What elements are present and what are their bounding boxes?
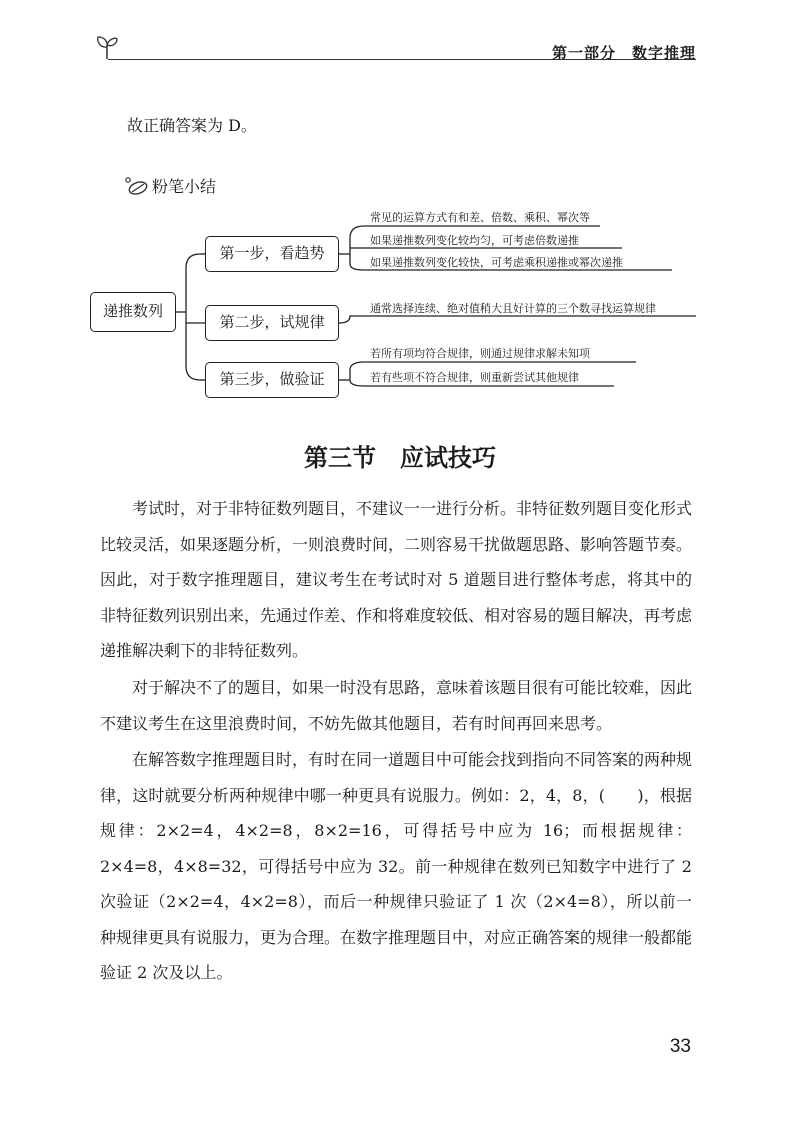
body-paragraph: [100, 670, 692, 741]
mindmap-step-1: 第一步，看趋势: [205, 236, 339, 272]
mindmap-note: 若有些项不符合规律，则重新尝试其他规律: [370, 371, 579, 384]
running-header: 第一部分 数字推理: [551, 44, 696, 62]
body-paragraph: [100, 491, 692, 669]
mindmap-note: 若所有项均符合规律，则通过规律求解未知项: [370, 347, 590, 360]
mindmap-note: 常见的运算方式有和差、倍数、乘积、幂次等: [370, 211, 590, 224]
section-title: 第三节 应试技巧: [304, 444, 496, 472]
paragraph-text: 对于解决不了的题目，如果一时没有思路，意味着该题目很有可能比较难，因此不建议考生在这里浪费时间，不妨先做其他题目，若有时间再回来思考。: [100, 678, 693, 733]
page-number: 33: [669, 1036, 691, 1057]
mindmap-step-2: 第二步，试规律: [205, 305, 339, 341]
mindmap-note: 如果递推数列变化较快，可考虑乘积递推或幂次递推: [370, 256, 623, 269]
leaf-sprout-icon: [95, 34, 119, 60]
mindmap-note: 通常选择连续、绝对值稍大且好计算的三个数寻找运算规律: [370, 302, 656, 315]
chalk-icon: [124, 176, 148, 196]
summary-heading: 粉笔小结: [152, 177, 217, 196]
header-rule: [108, 59, 516, 60]
paragraph-text: 考试时，对于非特征数列题目，不建议一一进行分析。非特征数列题目变化形式比较灵活，如果逐题分析，一则浪费时间，二则容易干扰做题思路、影响答题节奏。因此，对于数字推理题目，建议考生在考试时对 5 道题目进行整体考虑，将其中的非特征数列识别出来，先通过作差、作和将难度较低、相对容易的题目解决，再考虑递推解决剩下的非特征数列。: [100, 499, 693, 660]
body-paragraph: [100, 742, 692, 991]
mindmap-note: 如果递推数列变化较均匀，可考虑倍数递推: [370, 234, 579, 247]
paragraph-text: 在解答数字推理题目时，有时在同一道题目中可能会找到指向不同答案的两种规律，这时就要分析两种规律中哪一种更具有说服力。例如：2，4，8，( )，根据规律：2×2=4，4×2=8，8×2=16，可得括号中应为 16；而根据规律：2×4=8，4×8=32，可得括号中应为 32。前一种规律在数列已知数字中进行了 2 次验证（2×2=4，4×2=8），而后一种规律只验证了 1 次（2×4=8），所以前一种规律更具有说服力，更为合理。在数字推理题目中，对应正确答案的规律一般都能验证 2 次及以上。: [100, 750, 693, 982]
answer-conclusion: 故正确答案为 D。: [127, 116, 257, 135]
mindmap-step-3: 第三步，做验证: [205, 362, 339, 398]
mindmap-root-node: 递推数列: [90, 292, 176, 332]
